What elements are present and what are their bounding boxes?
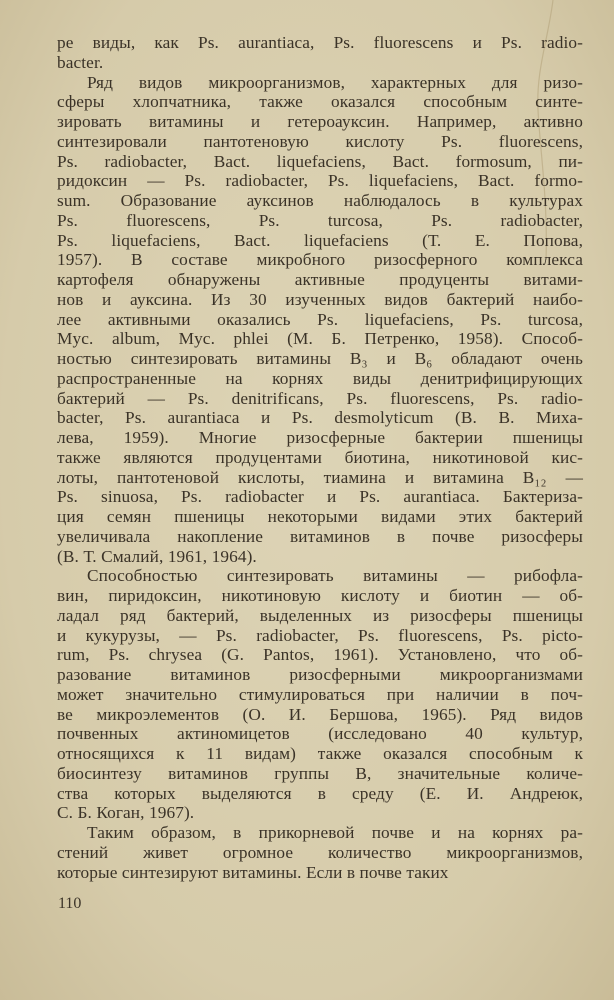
text-line: bacter.: [57, 52, 104, 72]
text-line: относящихся к 11 видам) также оказался способным к: [57, 744, 583, 763]
page-number: 110: [58, 895, 82, 912]
text-line: картофеля обнаружены активные продуценты витами-: [57, 270, 583, 289]
text-line: синтезировали пантотеновую кислоту Ps. fluorescens,: [57, 131, 583, 151]
text-line: Ps. sinuosa, Ps. radiobacter и Ps. aurantiaca. Бактериза-: [57, 487, 583, 507]
text-line: нов и ауксина. Из 30 изученных видов бактерий наибо-: [57, 289, 583, 309]
text-line: Ps. fluorescens, Ps. turcosa, Ps. radiobacter,: [57, 210, 583, 230]
text-line: биосинтезу витаминов группы B, значительные количе-: [57, 763, 583, 783]
text-line: сферы хлопчатника, также оказался способным синте-: [57, 92, 583, 112]
text-line: вин, пиридоксин, никотиновую кислоту и биотин — об-: [57, 586, 583, 605]
text-line: rum, Ps. chrysea (G. Pantos, 1961). Установлено, что об-: [57, 645, 583, 665]
text-line: ция семян пшеницы некоторыми видами этих бактерий: [57, 507, 583, 526]
text-line: зировать витамины и гетероауксин. Например, активно: [57, 112, 583, 131]
text-line: ридоксин — Ps. radiobacter, Ps. liquefaciens, Bact. formo-: [57, 171, 583, 191]
paragraph: [57, 566, 583, 823]
text-line: Таким образом, в прикорневой почве и на корнях ра-: [87, 823, 583, 842]
text-line: bacter, Ps. aurantiaca и Ps. desmolyticum (В. В. Миха-: [57, 408, 583, 428]
text-line: которые синтезируют витамины. Если в почве таких: [57, 862, 449, 882]
text-line: лева, 1959). Многие ризосферные бактерии пшеницы: [57, 428, 583, 447]
text-line: разование витаминов ризосферными микроорганизмами: [57, 665, 583, 684]
text-line: Ряд видов микроорганизмов, характерных для ризо-: [87, 72, 583, 92]
text-line: 1957). В составе микробного ризосферного комплекса: [57, 250, 583, 270]
text-line: увеличивала накопление витаминов в почве ризосферы: [57, 526, 583, 546]
paragraph: [57, 73, 583, 567]
text-line: С. Б. Коган, 1967).: [57, 803, 195, 823]
text-line: (В. Т. Смалий, 1961, 1964).: [57, 546, 257, 566]
text-line: бактерий — Ps. denitrificans, Ps. fluorescens, Ps. radio-: [57, 388, 583, 408]
text-line: также являются продуцентами биотина, никотиновой кис-: [57, 447, 583, 467]
text-line: Ps. radiobacter, Bact. liquefaciens, Bact. formosum, пи-: [57, 151, 583, 171]
text-line: ре виды, как Ps. aurantiaca, Ps. fluorescens и Ps. radio-: [57, 33, 583, 52]
text-line: лоты, пантотеновой кислоты, тиамина и витамина B₁₂ —: [57, 467, 583, 487]
text-line: может значительно стимулироваться при наличии в поч-: [57, 684, 583, 704]
text-line: ства которых выделяются в среду (Е. И. Андреюк,: [57, 783, 583, 803]
text-line: ве микроэлементов (О. И. Бершова, 1965). Ряд видов: [57, 704, 583, 724]
text-line: ностью синтезировать витамины B₃ и B₆ обладают очень: [57, 349, 583, 368]
text-line: и кукурузы, — Ps. radiobacter, Ps. fluorescens, Ps. picto-: [57, 625, 583, 645]
paragraph: [57, 33, 583, 73]
text-line: Способностью синтезировать витамины — рибофла-: [87, 566, 583, 586]
text-line: почвенных актиномицетов (исследовано 40 культур,: [57, 724, 583, 744]
text-line: sum. Образование ауксинов наблюдалось в культурах: [57, 191, 583, 210]
text-line: стений живет огромное количество микроорганизмов,: [57, 842, 583, 862]
text-line: лее активными оказались Ps. liquefaciens, Ps. turcosa,: [57, 309, 583, 329]
body-text: [57, 33, 583, 882]
text-line: распространенные на корнях виды денитрифицирующих: [57, 368, 583, 388]
text-line: Ps. liquefaciens, Bact. liquefaciens (Т. Е. Попова,: [57, 230, 583, 250]
text-line: ладал ряд бактерий, выделенных из ризосферы пшеницы: [57, 605, 583, 625]
paragraph: [57, 823, 583, 882]
text-line: Myc. album, Myc. phlei (М. Б. Петренко, 1958). Способ-: [57, 329, 583, 349]
